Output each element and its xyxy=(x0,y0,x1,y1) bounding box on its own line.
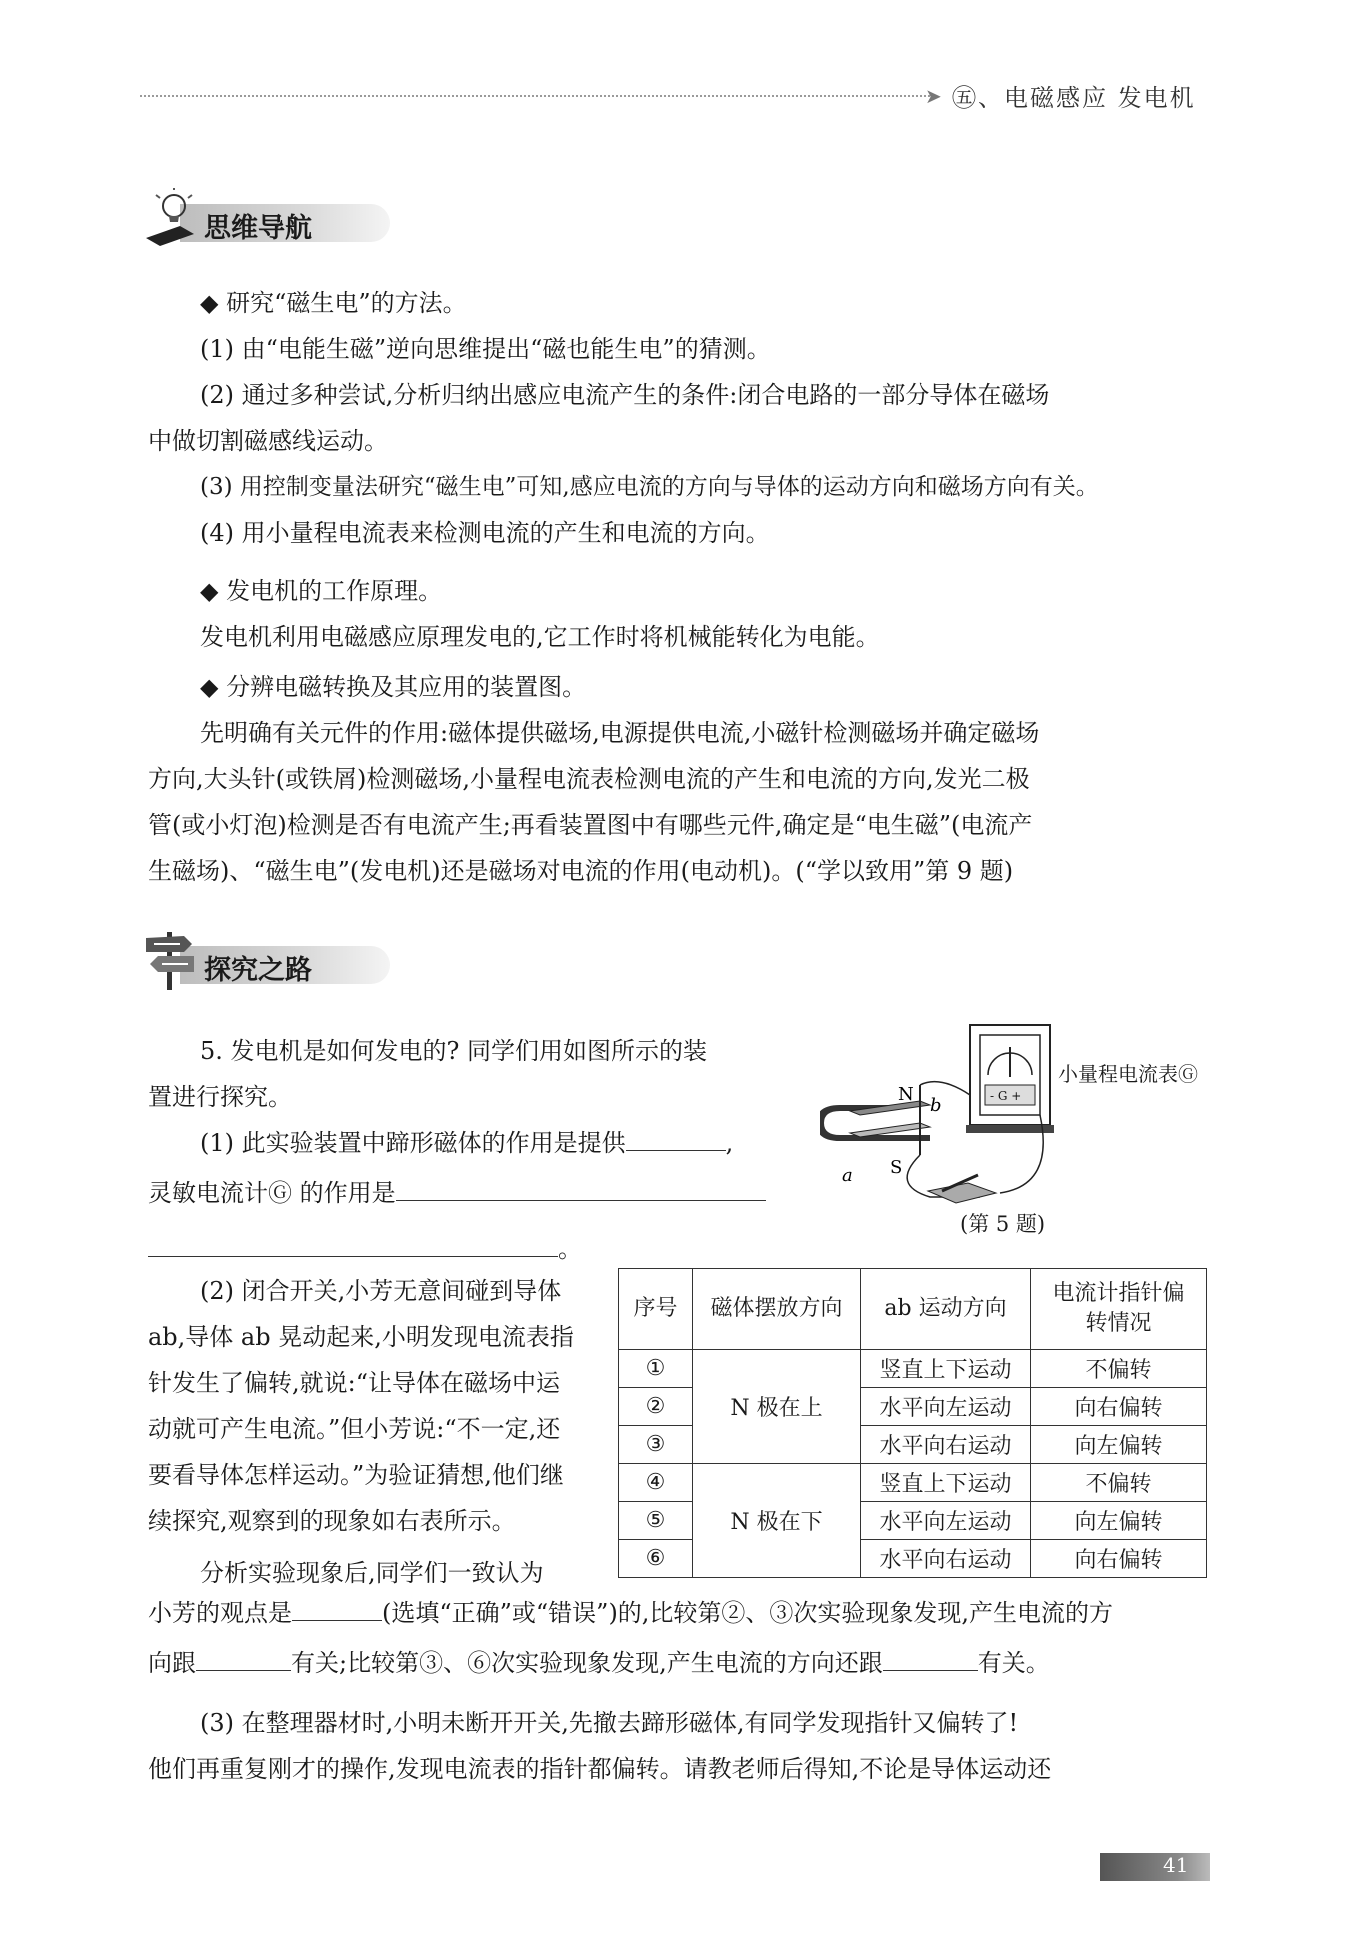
result-cell: 向左偏转 xyxy=(1031,1426,1207,1464)
result-cell: 向右偏转 xyxy=(1031,1388,1207,1426)
label-a: a xyxy=(842,1165,853,1186)
label-n: N xyxy=(898,1084,914,1105)
motion-cell: 水平向右运动 xyxy=(861,1426,1031,1464)
text-line: 先明确有关元件的作用:磁体提供磁场,电源提供电流,小磁针检测磁场并确定磁场 xyxy=(200,719,1040,747)
answer-blank[interactable] xyxy=(148,1228,558,1257)
chapter-title: ㊄、电磁感应 发电机 xyxy=(952,84,1196,112)
svg-text:- G +: - G + xyxy=(990,1089,1022,1103)
lightbulb-book-icon xyxy=(140,188,202,248)
answer-blank[interactable] xyxy=(396,1172,766,1201)
section-banner-explore xyxy=(140,940,440,986)
table-header: 电流计指针偏转情况 xyxy=(1031,1269,1207,1350)
answer-blank[interactable] xyxy=(626,1122,726,1151)
section-title: 思维导航 xyxy=(204,213,312,244)
motion-cell: 水平向左运动 xyxy=(861,1502,1031,1540)
result-cell: 向左偏转 xyxy=(1031,1502,1207,1540)
text-line: 他们再重复刚才的操作,发现电流表的指针都偏转。请教老师后得知,不论是导体运动还 xyxy=(148,1755,1052,1783)
wire xyxy=(920,1082,970,1095)
section-title: 探究之路 xyxy=(204,955,312,986)
text-line xyxy=(148,1590,1113,1636)
switch xyxy=(928,1175,996,1203)
row-number: ① xyxy=(619,1350,693,1388)
text-line: (2) 闭合开关,小芳无意间碰到导体 xyxy=(200,1277,562,1305)
bullet-line: ◆ 分辨电磁转换及其应用的装置图。 xyxy=(200,673,587,701)
label-b: b xyxy=(930,1095,942,1116)
row-number: ④ xyxy=(619,1464,693,1502)
text-line: ab,导体 ab 晃动起来,小明发现电流表指 xyxy=(148,1323,574,1351)
text-line: 分析实验现象后,同学们一致认为 xyxy=(200,1559,544,1587)
page-number: 41 xyxy=(1163,1853,1189,1877)
question-part-1 xyxy=(200,1120,733,1166)
motion-cell: 竖直上下运动 xyxy=(861,1350,1031,1388)
text-line: 中做切割磁感线运动。 xyxy=(148,427,388,455)
motion-cell: 水平向右运动 xyxy=(861,1540,1031,1578)
question-text: 。 xyxy=(558,1235,582,1263)
text-line: 续探究,观察到的现象如右表所示。 xyxy=(148,1507,516,1535)
text-line: 要看导体怎样运动。”为验证猜想,他们继 xyxy=(148,1461,564,1489)
question-text: (选填“正确”或“错误”)的,比较第②、③次实验现象发现,产生电流的方 xyxy=(382,1599,1114,1627)
header-rule xyxy=(140,95,930,97)
text-line xyxy=(148,1640,1050,1686)
text-line: 发电机利用电磁感应原理发电的,它工作时将机械能转化为电能。 xyxy=(200,623,880,651)
text-line: (3) 用控制变量法研究“磁生电”可知,感应电流的方向与导体的运动方向和磁场方向有关。 xyxy=(200,474,1099,500)
table-row xyxy=(619,1350,1207,1388)
text-line: (1) 由“电能生磁”逆向思维提出“磁也能生电”的猜测。 xyxy=(200,335,771,363)
row-number: ③ xyxy=(619,1426,693,1464)
question-text: , xyxy=(725,1129,734,1157)
question-part-2 xyxy=(148,1268,613,1596)
question-text: 有关。 xyxy=(977,1649,1050,1677)
table-header-row xyxy=(619,1269,1207,1350)
horseshoe-magnet xyxy=(820,1101,930,1141)
text-line: 生磁场)、“磁生电”(发电机)还是磁场对电流的作用(电动机)。(“学以致用”第 9 题) xyxy=(148,857,1014,885)
question-text: 5. 发电机是如何发电的? 同学们用如图所示的装 xyxy=(200,1037,708,1065)
text-line: 针发生了偏转,就说:“让导体在磁场中运 xyxy=(148,1369,560,1397)
magnet-direction-cell: N 极在上 xyxy=(693,1350,861,1464)
motion-cell: 竖直上下运动 xyxy=(861,1464,1031,1502)
row-number: ⑤ xyxy=(619,1502,693,1540)
text-line: (4) 用小量程电流表来检测电流的产生和电流的方向。 xyxy=(200,519,770,547)
question-text: 灵敏电流计Ⓖ 的作用是 xyxy=(148,1179,396,1207)
question-text: 有关;比较第③、⑥次实验现象发现,产生电流的方向还跟 xyxy=(291,1649,883,1677)
text-line: 方向,大头针(或铁屑)检测磁场,小量程电流表检测电流的产生和电流的方向,发光二极 xyxy=(148,765,1030,793)
figure-caption: (第 5 题) xyxy=(960,1212,1046,1236)
text-line: 管(或小灯泡)检测是否有电流产生;再看装置图中有哪些元件,确定是“电生磁”(电流产 xyxy=(148,811,1033,839)
answer-blank[interactable] xyxy=(883,1642,978,1671)
meter-label: 小量程电流表Ⓖ xyxy=(1058,1062,1198,1086)
table-header: ab 运动方向 xyxy=(861,1269,1031,1350)
bullet-line: ◆ 研究“磁生电”的方法。 xyxy=(200,289,467,317)
result-cell: 不偏转 xyxy=(1031,1350,1207,1388)
row-number: ② xyxy=(619,1388,693,1426)
table-header: 序号 xyxy=(619,1269,693,1350)
result-cell: 不偏转 xyxy=(1031,1464,1207,1502)
question-text: (1) 此实验装置中蹄形磁体的作用是提供 xyxy=(200,1129,626,1157)
result-cell: 向右偏转 xyxy=(1031,1540,1207,1578)
row-number: ⑥ xyxy=(619,1540,693,1578)
question-text: 置进行探究。 xyxy=(148,1083,292,1111)
question-part-1c xyxy=(148,1226,582,1272)
text-line: (3) 在整理器材时,小明未断开开关,先撤去蹄形磁体,有同学发现指针又偏转了! xyxy=(200,1709,1019,1737)
table-row xyxy=(619,1464,1207,1502)
arrow-right-icon: ➤ xyxy=(925,84,942,108)
question-text: 小芳的观点是 xyxy=(148,1599,292,1627)
answer-blank[interactable] xyxy=(196,1642,291,1671)
text-line: 动就可产生电流。”但小芳说:“不一定,还 xyxy=(148,1415,561,1443)
motion-cell: 水平向左运动 xyxy=(861,1388,1031,1426)
page-number-bar xyxy=(1100,1853,1210,1881)
answer-blank[interactable] xyxy=(292,1592,382,1621)
bullet-line: ◆ 发电机的工作原理。 xyxy=(200,577,443,605)
text-line: (2) 通过多种尝试,分析归纳出感应电流产生的条件:闭合电路的一部分导体在磁场 xyxy=(200,381,1050,409)
question-part-1b xyxy=(148,1170,766,1216)
question-text: 向跟 xyxy=(148,1649,196,1677)
signpost-icon xyxy=(140,926,202,992)
label-s: S xyxy=(890,1157,903,1178)
section-banner-nav xyxy=(140,198,440,244)
table-header: 磁体摆放方向 xyxy=(693,1269,861,1350)
generator-apparatus-figure xyxy=(820,1015,1060,1210)
experiment-table xyxy=(618,1268,1207,1578)
magnet-direction-cell: N 极在下 xyxy=(693,1464,861,1578)
